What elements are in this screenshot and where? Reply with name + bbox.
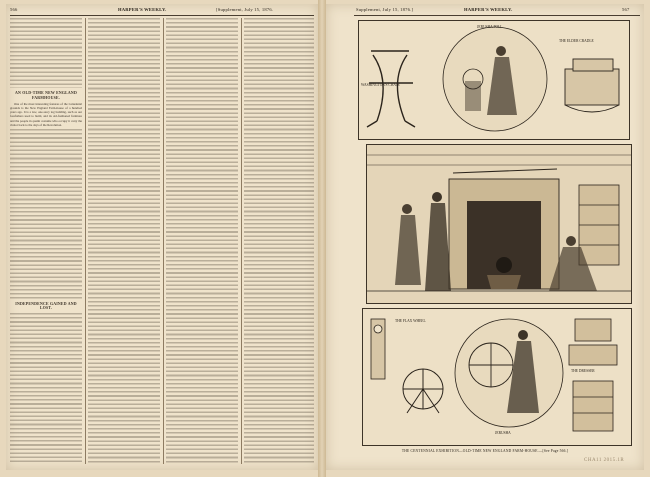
cradle-illustration [565, 59, 619, 112]
right-header-rule [354, 15, 640, 16]
left-column-3 [166, 18, 238, 464]
article-opening: One of the most interesting features of the Centennial grounds is the New England Farm-house of a hundred years ago. It is a low, one-story log building, such as our forefathers used to build, and its old-fashioned furniture and the people in quaint costume who occupy it carry the visitor back to the days of the Revolution. [10, 102, 82, 127]
engraving-bottom-panel [362, 308, 632, 446]
right-page-number: 567 [622, 7, 630, 12]
column-divider [85, 18, 86, 464]
jerusha-poll-label: JERUSHA POLL [477, 25, 503, 29]
right-masthead: HARPER'S WEEKLY. [464, 7, 513, 12]
engraving-kitchen-scene [366, 144, 632, 304]
left-date: [Supplement, July 15, 1876. [216, 7, 274, 12]
clock-illustration [371, 319, 385, 379]
left-column-1 [10, 18, 82, 464]
center-fold [318, 0, 326, 477]
spinning-wheel-illustration [469, 343, 513, 387]
left-column-2 [88, 18, 160, 464]
left-masthead: HARPER'S WEEKLY. [118, 7, 167, 12]
column-divider [241, 18, 242, 464]
fireplace-illustration [449, 179, 559, 289]
flax-wheel-illustration [403, 369, 443, 413]
jerusha-label: JERUSHA [495, 431, 511, 435]
chair-label: WASHINGTON'S CHAIR [361, 83, 400, 87]
second-article-title: INDEPENDENCE GAINED AND LOST. [15, 301, 77, 311]
left-column-4 [244, 18, 314, 464]
left-page [6, 4, 318, 470]
left-header-rule [10, 15, 314, 16]
left-page-number: 566 [10, 7, 18, 12]
column-divider [163, 18, 164, 464]
dresser-label: THE DRESSER [571, 369, 595, 373]
engraving-caption: THE CENTENNIAL EXHIBITION—OLD-TIME NEW ENGLAND FARM-HOUSE.—[See Page 566.] [401, 449, 569, 453]
flax-wheel-label: THE FLAX WHEEL [395, 319, 426, 323]
article-title: AN OLD-TIME NEW ENGLAND FARMHOUSE. [15, 91, 77, 100]
engraving-top-panel [358, 20, 630, 140]
chair-illustration [367, 51, 415, 127]
right-date: Supplement, July 15, 1876.] [356, 7, 414, 12]
dresser-illustration [569, 319, 617, 431]
chest-of-drawers-illustration [579, 185, 619, 265]
archive-stamp: CHA11 2015.1R [584, 458, 625, 463]
cradle-label: THE ELDER CRADLE [559, 39, 594, 43]
